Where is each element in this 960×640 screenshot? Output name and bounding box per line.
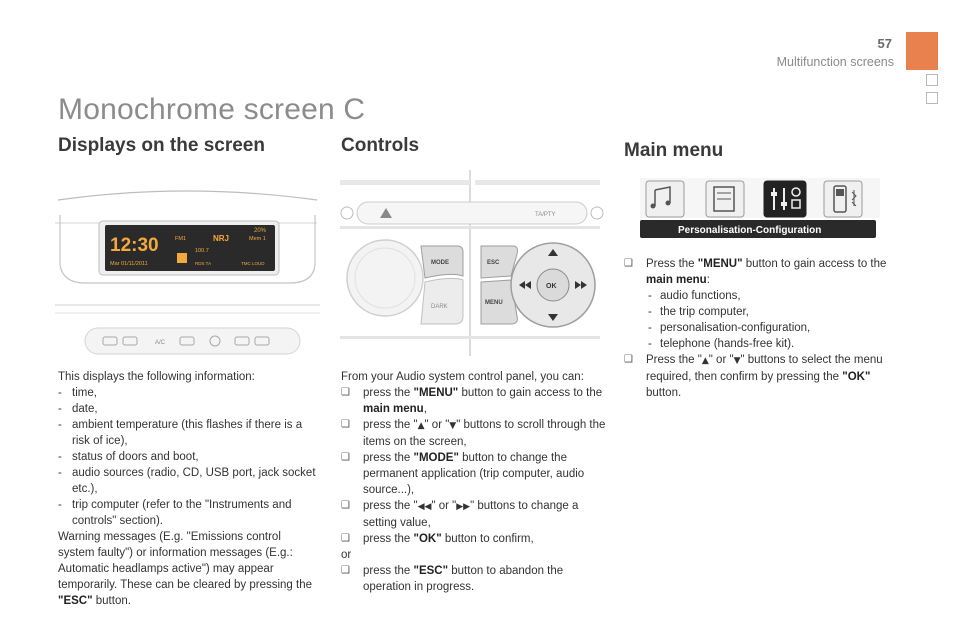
list-item: ❑ Press the "▲" or "▼" buttons to select the menu required, then confirm by pressing the "OK" button. [624,354,883,399]
display-percent: 20% [254,228,267,234]
down-arrow-icon: ▼ [449,421,457,431]
controls-text [341,369,606,595]
main-menu-text [624,256,894,401]
list-item: - audio functions, [624,288,894,304]
dashboard-display-illustration [55,185,320,357]
display-tmc: TMC LOUD [241,261,265,266]
up-arrow-icon: ▲ [417,421,425,431]
list-item: ❑ press the "▲" or "▼" buttons to scroll through the items on the screen, [341,419,606,448]
down-arrow-icon: ▼ [733,356,741,366]
display-station: NRJ [213,234,230,243]
list-item: - audio sources (radio, CD, USB port, jack socket etc.), [58,465,320,497]
heading-main-menu: Main menu [624,140,724,161]
warning-paragraph: Warning messages (E.g. "Emissions control system faulty") or information messages (E.g.: Automatic headlamps active") may appear temporarily. These can be cleared by pressing the "ESC" button. [58,531,312,607]
list-item: - personalisation-configuration, [624,320,894,336]
display-fm: FM1 [175,236,186,242]
list-item: ❑ press the "OK" button to confirm, [341,533,534,545]
rewind-icon: ◀◀ [417,502,432,512]
panel-knob-left [341,207,353,219]
display-frequency: 100.7 [195,248,209,254]
page-number: 57 [877,36,892,51]
chapter-tab [906,32,938,70]
control-ac-label: A/C [155,340,166,346]
displays-text [58,369,320,609]
volume-knob [347,240,423,316]
dark-label: DARK [431,304,448,310]
list-item: - telephone (hands-free kit). [624,336,894,352]
list-item: - date, [58,401,320,417]
list-item: - ambient temperature (this flashes if there is a risk of ice), [58,417,320,449]
display-rds: RDS TA [195,261,212,266]
heading-displays: Displays on the screen [58,135,265,156]
list-item: ❑ Press the "MENU" button to gain access to the main menu: [624,258,887,286]
chapter-tab-box [926,92,938,104]
list-item: - time, [58,385,320,401]
up-arrow-icon: ▲ [701,356,709,366]
audio-functions-icon [646,181,684,217]
mode-label: MODE [431,260,449,266]
list-item: - status of doors and boot, [58,449,320,465]
section-title: Multifunction screens [776,55,894,69]
chapter-tab-box [926,74,938,86]
ok-label: OK [546,283,557,290]
list-item: ❑ press the "ESC" button to abandon the operation in progress. [341,565,564,593]
display-date: Mar 01/11/2011 [110,261,148,267]
display-mem: Mem 1 [249,236,266,242]
esc-label: ESC [487,260,500,266]
menu-label: MENU [485,300,503,306]
menu-bar-label: Personalisation-Configuration [678,225,822,236]
list-item: - trip computer (refer to the "Instruments and controls" section). [58,497,320,529]
controls-intro: From your Audio system control panel, you can: [341,371,584,383]
list-item: - the trip computer, [624,304,894,320]
panel-knob-right [591,207,603,219]
control-panel-illustration [335,168,607,358]
heading-controls: Controls [341,135,420,156]
page-title: Monochrome screen C [58,93,366,126]
list-item: ❑ press the "MODE" button to change the permanent application (trip computer, audio source...), [341,452,585,496]
or-text: or [341,549,352,561]
forward-icon: ▶▶ [456,502,471,512]
display-clock: 12:30 [110,235,159,256]
list-item: ❑ press the "◀◀" or "▶▶" buttons to change a setting value, [341,500,579,529]
ta-pty-label: TA/PTY [535,212,556,218]
dark-button [421,278,463,324]
display-car-icon [177,253,187,263]
displays-intro: This displays the following information: [58,371,255,383]
main-menu-illustration [640,178,880,242]
list-item: ❑ press the "MENU" button to gain access to the main menu, [341,387,603,415]
